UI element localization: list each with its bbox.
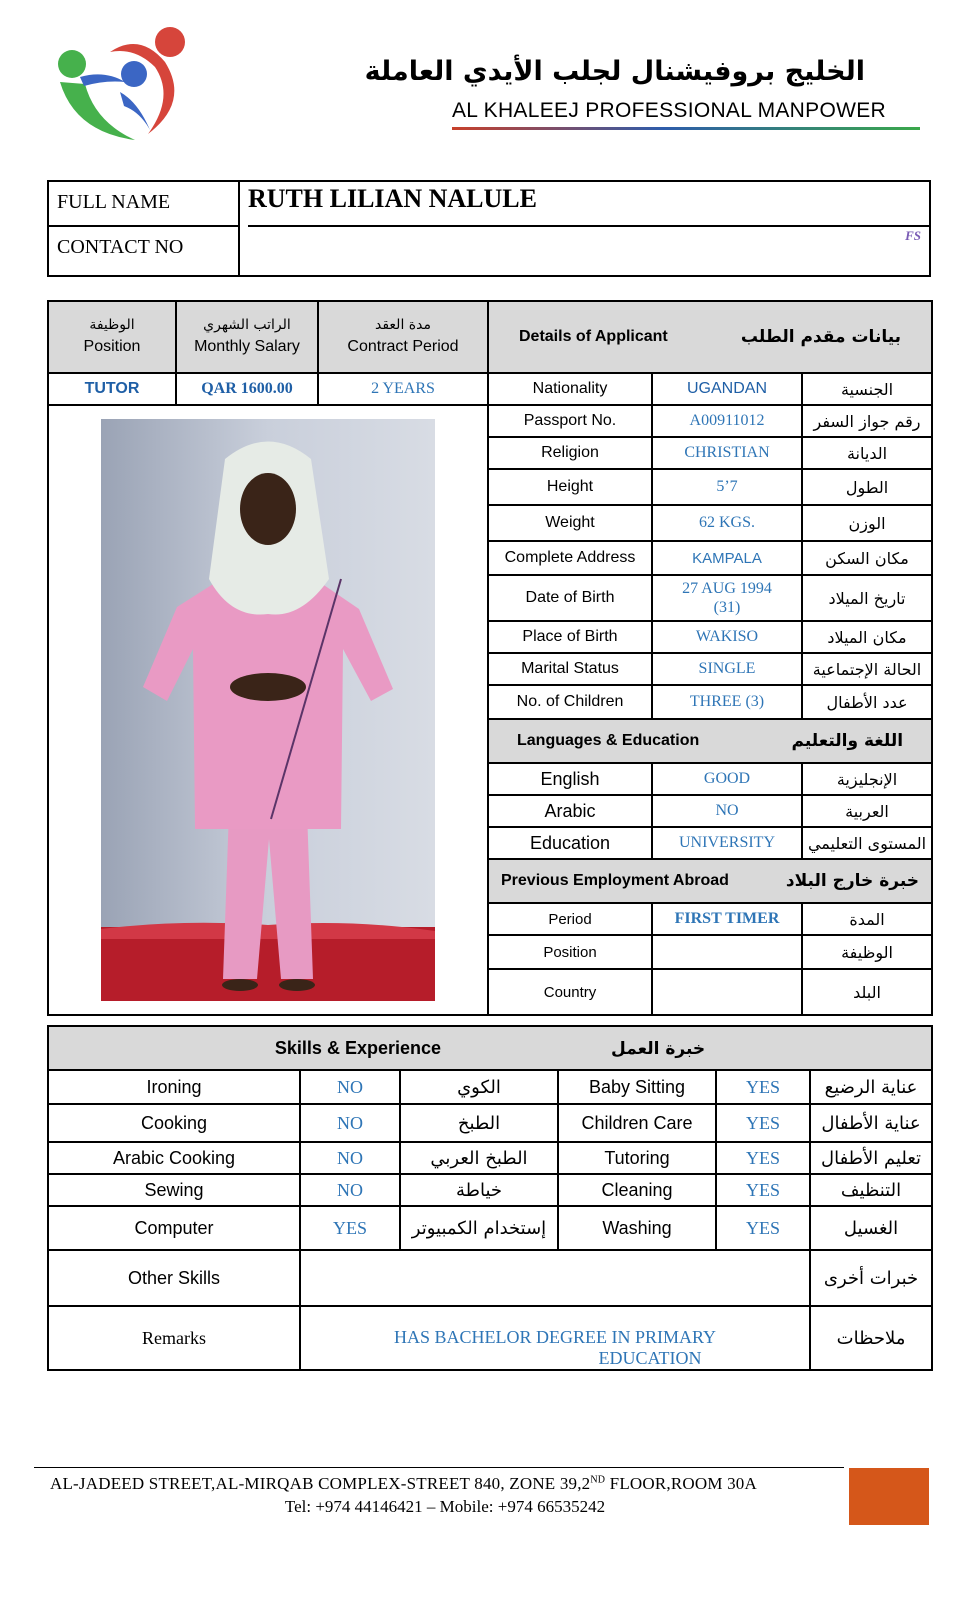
full-name-label: FULL NAME: [49, 182, 240, 227]
skill-label: Washing: [558, 1206, 716, 1250]
skill-value: YES: [716, 1104, 810, 1142]
employment-arabic: المدة: [802, 903, 932, 935]
skill-label: Cleaning: [558, 1174, 716, 1206]
detail-arabic: الوزن: [802, 505, 932, 541]
footer-phones: Tel: +974 44146421 – Mobile: +974 66535242: [284, 1497, 606, 1516]
language-arabic: الإنجليزية: [802, 763, 932, 795]
company-name-english: AL KHALEEJ PROFESSIONAL MANPOWER: [452, 99, 886, 122]
identity-box: [47, 180, 931, 277]
detail-value: 5’7: [652, 469, 802, 505]
detail-label: Complete Address: [488, 541, 652, 575]
education-label: Education: [488, 827, 652, 859]
languages-header: Languages & Education اللغة والتعليم: [488, 719, 932, 763]
footer-address: AL-JADEED STREET,AL-MIRQAB COMPLEX-STREET 840, ZONE 39,2ND FLOOR,ROOM 30A: [50, 1474, 757, 1493]
skill-label: Children Care: [558, 1104, 716, 1142]
detail-label: No. of Children: [488, 685, 652, 719]
contact-label: CONTACT NO: [49, 227, 240, 275]
employment-label: Period: [488, 903, 652, 935]
skill-value: YES: [716, 1142, 810, 1174]
skill-arabic: عناية الأطفال: [810, 1104, 932, 1142]
education-value: UNIVERSITY: [652, 827, 802, 859]
skill-arabic: التنظيف: [810, 1174, 932, 1206]
skills-table: [47, 1025, 933, 1371]
contract-header: مدة العقد Contract Period: [318, 301, 488, 373]
brand-underline: [452, 127, 920, 130]
applicant-photo: [101, 419, 435, 1001]
photo-cell: [48, 405, 488, 1015]
skill-value: NO: [300, 1104, 400, 1142]
full-name-value: RUTH LILIAN NALULE: [248, 182, 929, 227]
skill-value: NO: [300, 1142, 400, 1174]
employment-arabic: الوظيفة: [802, 935, 932, 969]
skill-arabic: الطبخ العربي: [400, 1142, 558, 1174]
skill-label: Tutoring: [558, 1142, 716, 1174]
detail-label: Religion: [488, 437, 652, 469]
detail-label: Date of Birth: [488, 575, 652, 621]
detail-value: SINGLE: [652, 653, 802, 685]
skill-value: YES: [716, 1174, 810, 1206]
language-label: Arabic: [488, 795, 652, 827]
detail-value: CHRISTIAN: [652, 437, 802, 469]
skill-value: NO: [300, 1070, 400, 1104]
detail-label: Nationality: [488, 373, 652, 405]
footer-divider: [34, 1467, 844, 1468]
detail-arabic: تاريخ الميلاد: [802, 575, 932, 621]
position-header: الوظيفة Position: [48, 301, 176, 373]
employment-value: [652, 969, 802, 1015]
skill-arabic: الكوي: [400, 1070, 558, 1104]
detail-label: Marital Status: [488, 653, 652, 685]
skill-arabic: خياطة: [400, 1174, 558, 1206]
skill-label: Ironing: [48, 1070, 300, 1104]
details-header: Details of Applicant بيانات مقدم الطلب: [488, 301, 932, 373]
other-skills-label: Other Skills: [48, 1250, 300, 1306]
skill-arabic: تعليم الأطفال: [810, 1142, 932, 1174]
applicant-table: [47, 300, 933, 1016]
skill-label: Arabic Cooking: [48, 1142, 300, 1174]
skill-value: NO: [300, 1174, 400, 1206]
language-arabic: العربية: [802, 795, 932, 827]
detail-arabic: عدد الأطفال: [802, 685, 932, 719]
language-label: English: [488, 763, 652, 795]
skill-label: Sewing: [48, 1174, 300, 1206]
detail-arabic: الجنسية: [802, 373, 932, 405]
employment-label: Position: [488, 935, 652, 969]
skill-arabic: إستخدام الكمبيوتر: [400, 1206, 558, 1250]
remarks-label: Remarks: [48, 1306, 300, 1370]
company-name-arabic: الخليج بروفيشنال لجلب الأيدي العاملة: [364, 56, 865, 87]
salary-header: الراتب الشهري Monthly Salary: [176, 301, 318, 373]
remarks-arabic: ملاحظات: [810, 1306, 932, 1370]
detail-label: Weight: [488, 505, 652, 541]
detail-arabic: الحالة الإجتماعية: [802, 653, 932, 685]
contract-value: 2 YEARS: [318, 373, 488, 405]
employment-value: [652, 935, 802, 969]
education-arabic: المستوى التعليمي: [802, 827, 932, 859]
detail-value: 27 AUG 1994 (31): [652, 575, 802, 621]
remarks-value: HAS BACHELOR DEGREE IN PRIMARY EDUCATION: [300, 1306, 810, 1370]
skill-label: Computer: [48, 1206, 300, 1250]
detail-value: A00911012: [652, 405, 802, 437]
salary-value: QAR 1600.00: [176, 373, 318, 405]
skill-value: YES: [716, 1206, 810, 1250]
employment-value: FIRST TIMER: [652, 903, 802, 935]
skill-arabic: عناية الرضيع: [810, 1070, 932, 1104]
other-skills-arabic: خبرات أخرى: [810, 1250, 932, 1306]
skill-value: YES: [716, 1070, 810, 1104]
position-value: TUTOR: [48, 373, 176, 405]
detail-label: Height: [488, 469, 652, 505]
skill-label: Baby Sitting: [558, 1070, 716, 1104]
company-logo: [50, 22, 200, 147]
detail-value: THREE (3): [652, 685, 802, 719]
employment-label: Country: [488, 969, 652, 1015]
language-value: GOOD: [652, 763, 802, 795]
detail-arabic: الديانة: [802, 437, 932, 469]
detail-value: KAMPALA: [652, 541, 802, 575]
detail-value: UGANDAN: [652, 373, 802, 405]
detail-value: WAKISO: [652, 621, 802, 653]
employment-header: Previous Employment Abroad خبرة خارج البلاد: [488, 859, 932, 903]
skill-label: Cooking: [48, 1104, 300, 1142]
detail-label: Place of Birth: [488, 621, 652, 653]
detail-value: 62 KGS.: [652, 505, 802, 541]
employment-arabic: البلد: [802, 969, 932, 1015]
detail-arabic: رقم جواز السفر: [802, 405, 932, 437]
detail-arabic: مكان السكن: [802, 541, 932, 575]
detail-arabic: الطول: [802, 469, 932, 505]
language-value: NO: [652, 795, 802, 827]
footer-accent-box: [849, 1468, 929, 1525]
other-skills-value: [300, 1250, 810, 1306]
skill-value: YES: [300, 1206, 400, 1250]
skills-header: Skills & Experience خبرة العمل: [48, 1026, 932, 1070]
detail-arabic: مكان الميلاد: [802, 621, 932, 653]
skill-arabic: الطبخ: [400, 1104, 558, 1142]
detail-label: Passport No.: [488, 405, 652, 437]
fs-mark: FS: [905, 228, 921, 243]
skill-arabic: الغسيل: [810, 1206, 932, 1250]
